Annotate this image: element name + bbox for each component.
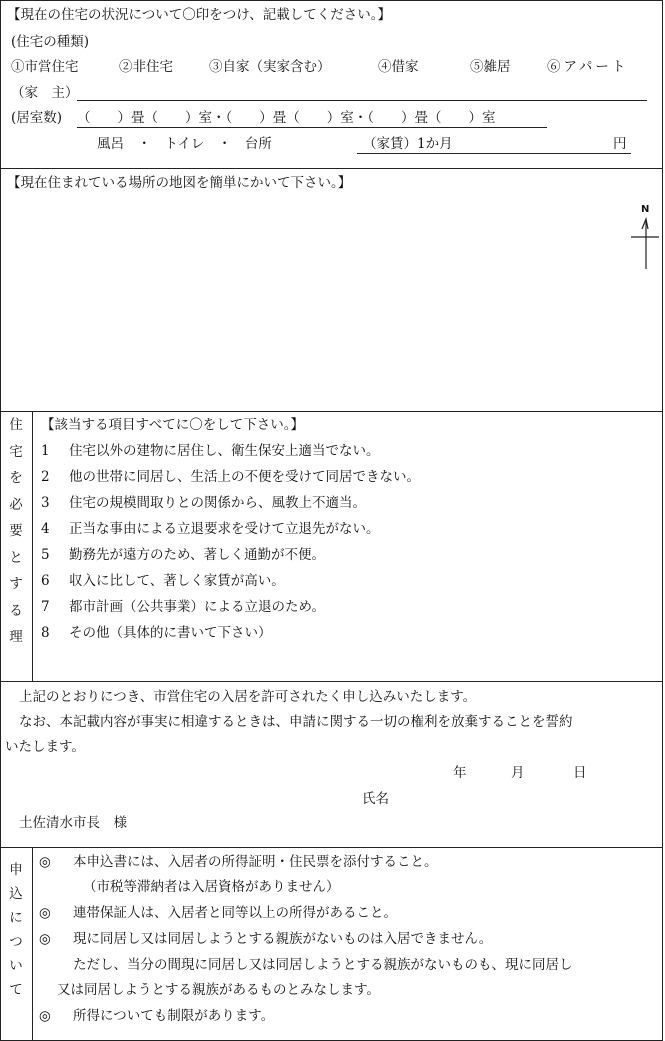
note-3-sub-1: ただし、当分の間現に同居し又は同居しようとする親族がないものも、現に同居し bbox=[73, 957, 573, 973]
notes-side-label bbox=[3, 864, 29, 1008]
householder-field[interactable] bbox=[77, 100, 647, 101]
reason-num-2: 2 bbox=[41, 469, 50, 485]
rent-label: （家賃）1か月 bbox=[363, 136, 453, 152]
reasons-section bbox=[0, 411, 663, 682]
note-4-bullet: ◎ bbox=[39, 1008, 51, 1024]
option-own-home[interactable]: ③自家（実家含む） bbox=[209, 59, 331, 75]
reasons-side-char-5: 要 bbox=[9, 523, 23, 539]
reasons-side-char-9: 理 bbox=[9, 629, 23, 645]
note-3-bullet: ◎ bbox=[39, 931, 51, 947]
option-shared-residence[interactable]: ⑤雑居 bbox=[470, 59, 511, 75]
map-title: 【現在住まれている場所の地図を簡単にかいて下さい。】 bbox=[7, 175, 352, 191]
declaration-line-1: 上記のとおりにつき、市営住宅の入居を許可されたく申し込みいたします。 bbox=[19, 689, 477, 705]
reasons-side-char-1: 住 bbox=[9, 417, 23, 433]
rent-field[interactable] bbox=[357, 153, 631, 154]
note-3: 現に同居し又は同居しようとする親族がないものは入居できません。 bbox=[73, 931, 493, 947]
reason-item-2[interactable]: 他の世帯に同居し、生活上の不便を受けて同居できない。 bbox=[69, 469, 420, 485]
note-4: 所得についても制限があります。 bbox=[73, 1008, 275, 1024]
notes-side-char-6: て bbox=[9, 982, 23, 998]
note-1: 本申込書には、入居者の所得証明・住民票を添付すること。 bbox=[73, 854, 438, 870]
applicant-name-field[interactable] bbox=[401, 788, 641, 810]
reason-item-3[interactable]: 住宅の規模間取りとの関係から、風教上不適当。 bbox=[69, 495, 366, 511]
rent-unit: 円 bbox=[613, 136, 627, 152]
reason-item-5[interactable]: 勤務先が遠方のため、著しく通勤が不便。 bbox=[69, 547, 325, 563]
notes-section bbox=[0, 847, 663, 1041]
notes-side-char-1: 申 bbox=[9, 862, 23, 878]
reason-item-4[interactable]: 正当な事由による立退要求を受けて立退先がない。 bbox=[69, 521, 380, 537]
householder-label: （家 主） bbox=[11, 85, 79, 101]
reason-item-7[interactable]: 都市計画（公共事業）による立退のため。 bbox=[69, 599, 325, 615]
note-3-sub-2: 又は同居しようとする親族があるものとみなします。 bbox=[57, 982, 380, 998]
notes-side-char-3: に bbox=[9, 910, 23, 926]
housing-status-section bbox=[0, 0, 663, 169]
housing-type-label: (住宅の種類) bbox=[11, 34, 90, 50]
declaration-line-2: なお、本記載内容が事実に相違するときは、申請に関する一切の権利を放棄することを誓約 bbox=[19, 714, 573, 730]
applicant-name-label: 氏名 bbox=[362, 791, 389, 807]
date-year-label: 年 bbox=[453, 765, 467, 781]
date-field-day[interactable] bbox=[527, 762, 577, 784]
date-field-month[interactable] bbox=[471, 762, 515, 784]
date-month-label: 月 bbox=[511, 765, 525, 781]
note-2: 連帯保証人は、入居者と同等以上の所得があること。 bbox=[73, 905, 397, 921]
notes-side-char-5: い bbox=[9, 958, 23, 974]
map-section bbox=[0, 168, 663, 412]
reason-num-5: 5 bbox=[41, 547, 50, 563]
reasons-side-char-7: す bbox=[9, 576, 23, 592]
facilities-options[interactable]: 風呂 ・ トイレ ・ 台所 bbox=[97, 136, 272, 152]
reasons-title: 【該当する項目すべてに〇をして下さい。】 bbox=[41, 417, 304, 433]
reason-item-6[interactable]: 収入に比して、著しく家賃が高い。 bbox=[69, 573, 285, 589]
reason-item-8[interactable]: その他（具体的に書いて下さい） bbox=[69, 625, 272, 641]
map-drawing-area[interactable] bbox=[5, 199, 625, 405]
declaration-line-3: いたします。 bbox=[5, 739, 85, 755]
notes-divider bbox=[32, 848, 33, 1040]
reasons-side-label bbox=[3, 419, 29, 658]
reasons-divider bbox=[32, 412, 33, 681]
note-1-sub: （市税等滞納者は入居資格がありません） bbox=[83, 879, 340, 895]
note-2-bullet: ◎ bbox=[39, 905, 51, 921]
option-rented-house[interactable]: ④借家 bbox=[378, 59, 419, 75]
rooms-field[interactable]: （ ）畳（ ）室・（ ）畳（ ）室・（ ）畳（ ）室 bbox=[77, 110, 496, 126]
reason-num-8: 8 bbox=[41, 625, 50, 641]
rooms-underline bbox=[77, 127, 547, 128]
date-field-year[interactable] bbox=[401, 762, 459, 784]
reasons-side-char-4: 必 bbox=[9, 496, 23, 513]
rooms-label: (居室数) bbox=[11, 110, 63, 126]
notes-side-char-2: 込 bbox=[9, 886, 23, 902]
declaration-section bbox=[0, 681, 663, 848]
reasons-side-char-8: る bbox=[9, 602, 23, 619]
option-municipal-housing[interactable]: ①市営住宅 bbox=[11, 59, 79, 75]
reasons-side-char-3: を bbox=[9, 470, 23, 486]
reason-num-3: 3 bbox=[41, 495, 50, 511]
notes-side-char-4: つ bbox=[9, 934, 23, 950]
north-label: N bbox=[641, 204, 650, 215]
addressee: 土佐清水市長 様 bbox=[19, 815, 127, 831]
option-non-housing[interactable]: ②非住宅 bbox=[119, 59, 173, 75]
housing-status-title: 【現在の住宅の状況について〇印をつけ、記載してください。】 bbox=[7, 7, 391, 23]
reason-num-1: 1 bbox=[41, 443, 50, 459]
reasons-side-char-6: と bbox=[9, 549, 23, 566]
reason-num-4: 4 bbox=[41, 521, 50, 537]
note-1-bullet: ◎ bbox=[39, 854, 51, 870]
reasons-side-char-2: 宅 bbox=[9, 443, 23, 460]
north-arrow-icon bbox=[629, 217, 659, 271]
reason-num-7: 7 bbox=[41, 599, 50, 615]
reason-num-6: 6 bbox=[41, 573, 50, 589]
date-day-label: 日 bbox=[573, 765, 587, 781]
reason-item-1[interactable]: 住宅以外の建物に居住し、衛生保安上適当でない。 bbox=[69, 443, 380, 459]
option-apartment[interactable]: ⑥アパート bbox=[547, 59, 629, 75]
